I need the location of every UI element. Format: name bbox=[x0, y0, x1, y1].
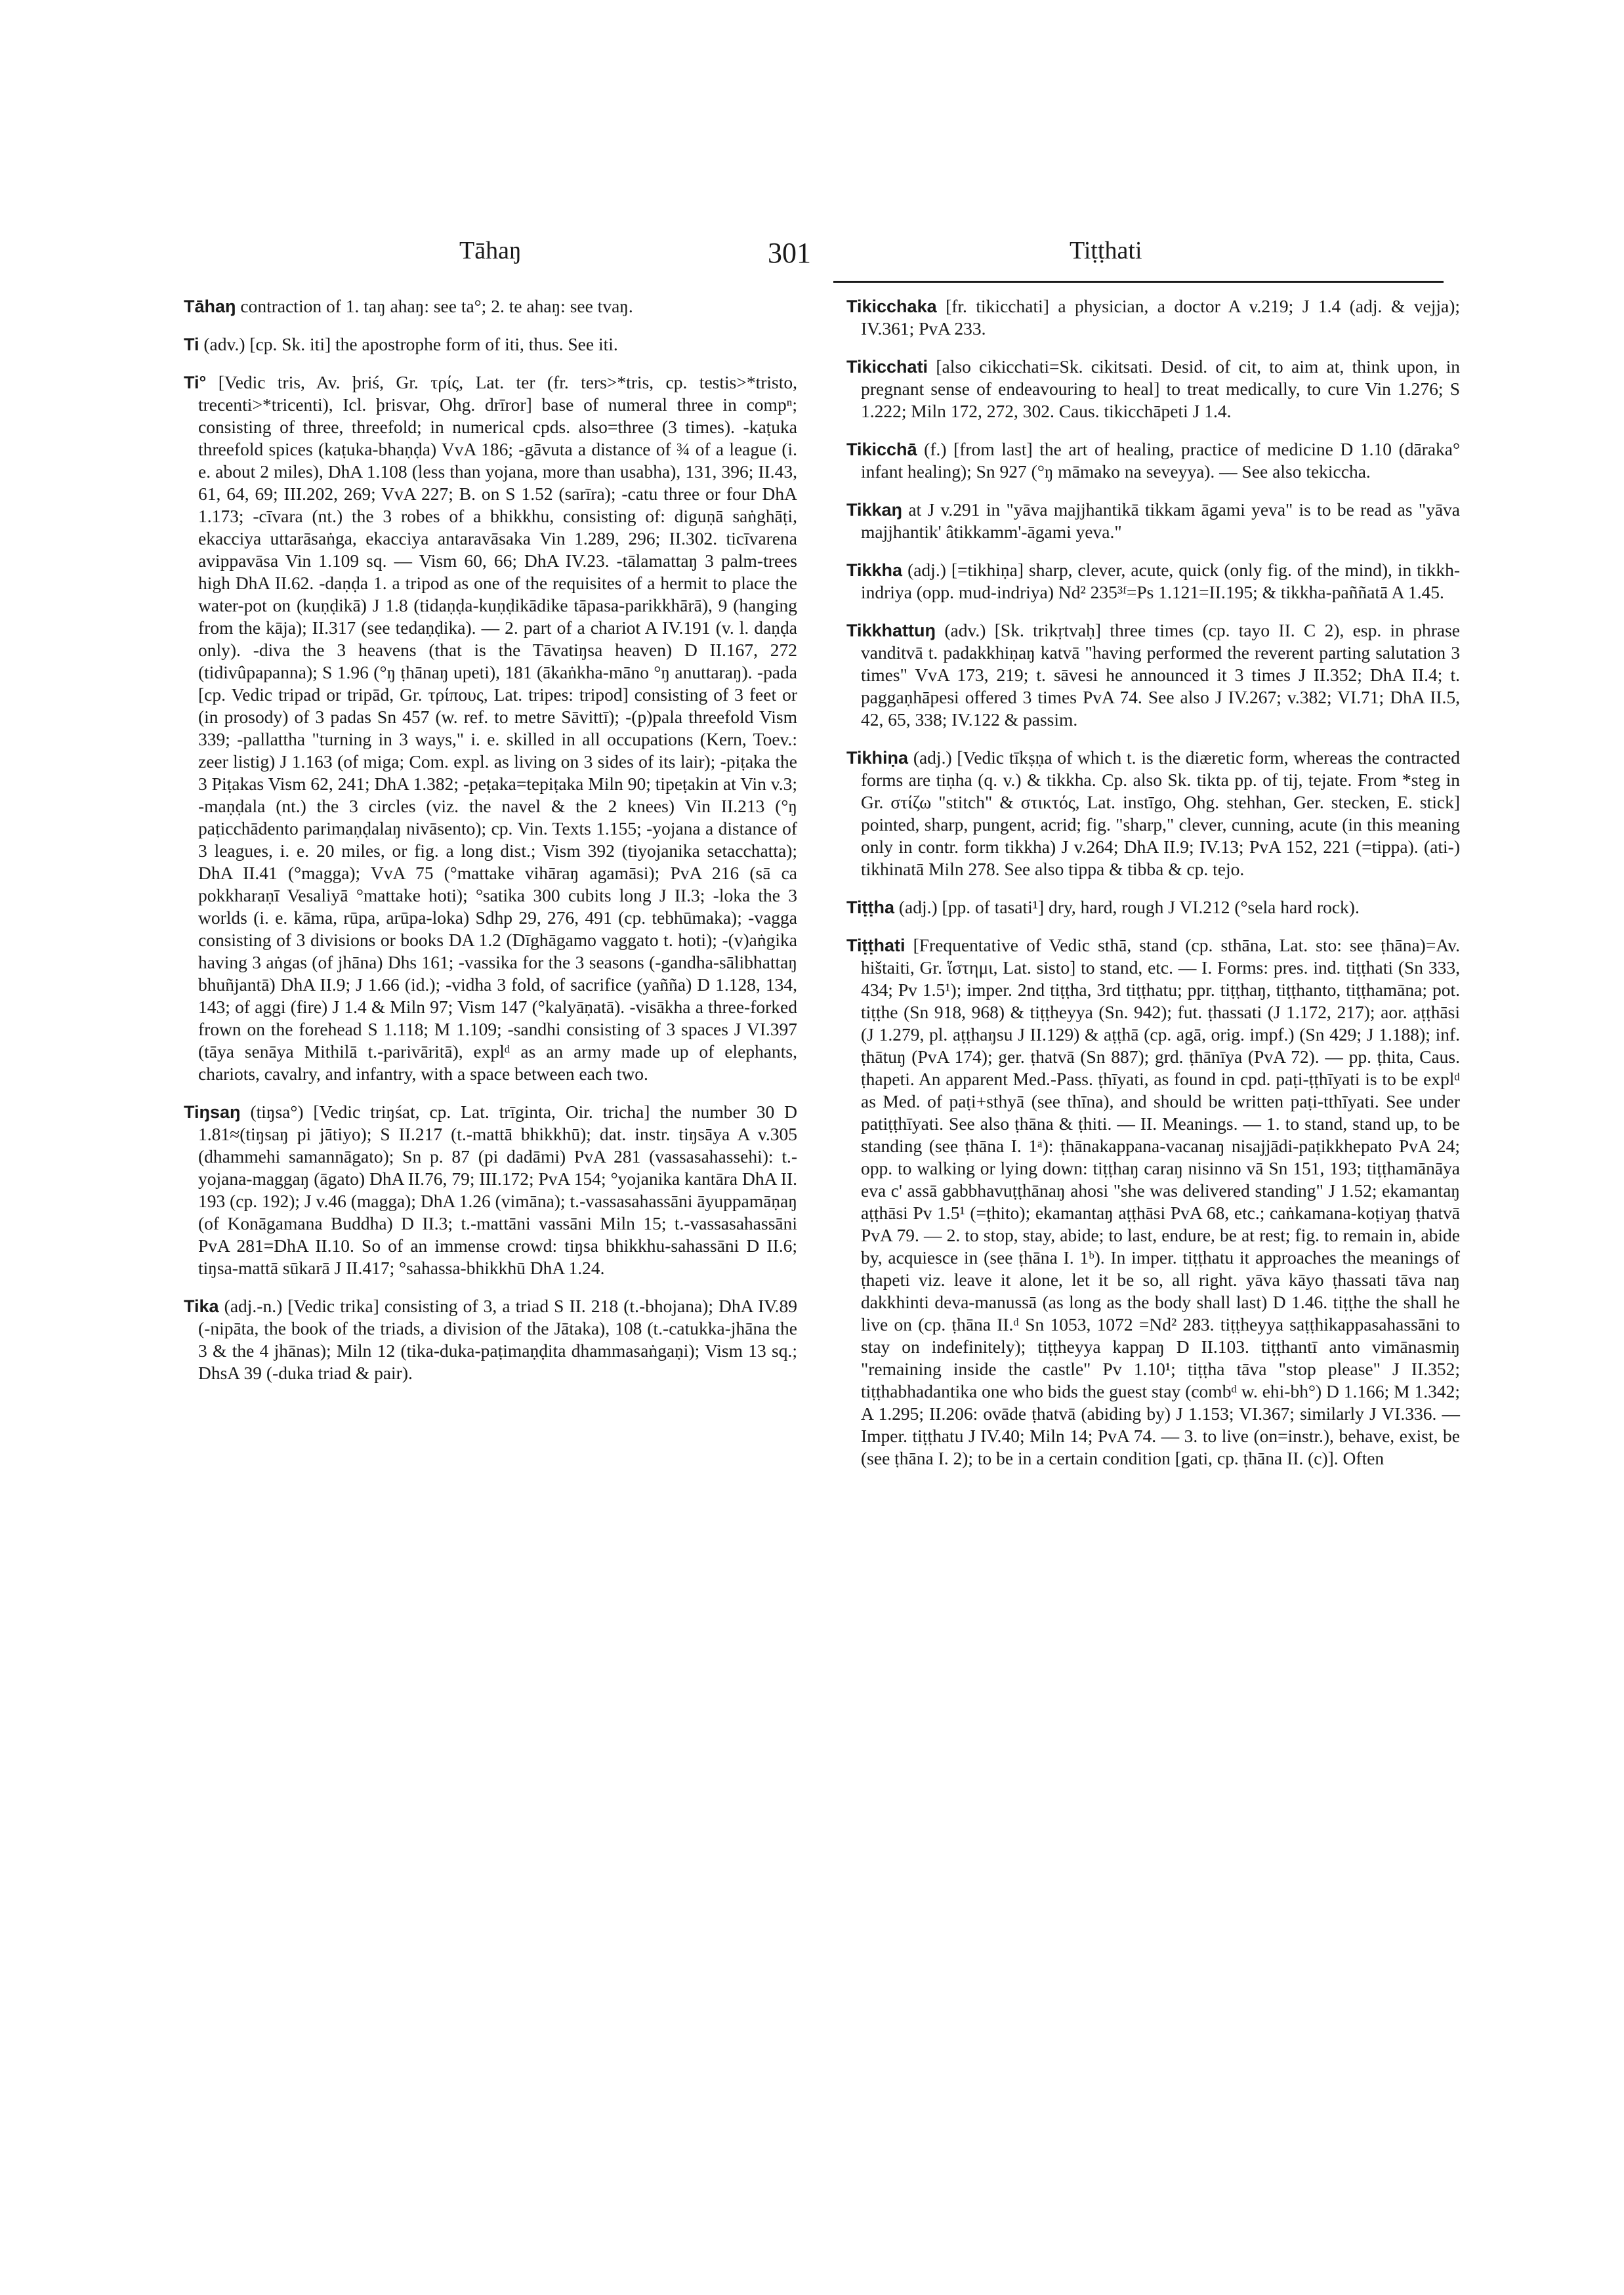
entry-headword: Tika bbox=[184, 1296, 219, 1316]
dictionary-entry bbox=[846, 438, 1460, 483]
entry-headword: Tikicchaka bbox=[846, 297, 937, 316]
dictionary-entry bbox=[846, 747, 1460, 880]
page-number: 301 bbox=[768, 237, 811, 269]
entry-headword: Ti° bbox=[184, 373, 207, 392]
dictionary-entry bbox=[846, 896, 1460, 919]
entry-body: (adj.-n.) [Vedic trika] consisting of 3, a triad S II. 218 (t.-bhojana); DhA IV.89 (-nipāta, the book of the triads, a division of the Jātaka), 108 (t.-catukka-jhāna the 3 & the 4 jhānas); Miln 12 (tika-duka-paṭimaṇḍita dhammasaṅgaṇi); Vism 13 sq.; DhsA 39 (-duka triad & pair). bbox=[198, 1296, 797, 1383]
dictionary-entry bbox=[846, 619, 1460, 731]
entry-body: (adv.) [cp. Sk. iti] the apostrophe form of iti, thus. See iti. bbox=[203, 334, 618, 354]
entry-body: (tiŋsa°) [Vedic triŋśat, cp. Lat. trīginta, Oir. tricha] the number 30 D 1.81≈(tiŋsaŋ pi jātiyo); S II.217 (t.-mattā bhikkhū); dat. instr. tiŋsāya A v.305 (dhammehi samannāgato); Sn p. 87 (pi dadāmi) PvA 281 (vassasahassehi): t.-yojana-maggaŋ (āgato) DhA II.76, 79; III.172; PvA 154; °yojanika kantāra DhA II. 193 (cp. 192); J v.46 (magga); DhA 1.26 (vimāna); t.-vassasahassāni āyuppamāṇaŋ (of Konāgamana Buddha) D II.3; t.-mattāni vassāni Miln 15; t.-vassasahassāni PvA 281=DhA II.10. So of an immense crowd: tiŋsa bhikkhu-sahassāni D II.6; tiŋsa-mattā sūkarā J II.417; °sahassa-bhikkhū DhA 1.24. bbox=[198, 1102, 797, 1278]
entry-headword: Tikkhattuŋ bbox=[846, 621, 936, 640]
dictionary-entry bbox=[846, 499, 1460, 543]
entry-body: at J v.291 in "yāva majjhantikā tikkam āgami yeva" is to be read as "yāva majjhantik' âtikkamm'-āgami yeva." bbox=[861, 499, 1460, 542]
right-column bbox=[846, 295, 1460, 2211]
running-headword-right: Tiṭṭhati bbox=[1070, 237, 1142, 264]
dictionary-entry bbox=[184, 371, 797, 1085]
entry-body: (adj.) [pp. of tasati¹] dry, hard, rough J VI.212 (°sela hard rock). bbox=[898, 897, 1360, 917]
entry-headword: Tiŋsaŋ bbox=[184, 1102, 241, 1122]
entry-body: (f.) [from last] the art of healing, practice of medicine D 1.10 (dāraka° infant healing); Sn 927 (°ŋ māmako na seveyya). — See also tekiccha. bbox=[861, 439, 1460, 482]
dictionary-entry bbox=[184, 333, 797, 356]
entry-headword: Tiṭṭhati bbox=[846, 936, 906, 955]
entry-headword: Tikhiṇa bbox=[846, 748, 909, 768]
dictionary-entry bbox=[184, 1295, 797, 1384]
entry-headword: Tiṭṭha bbox=[846, 898, 894, 917]
entry-body: [also cikicchati=Sk. cikitsati. Desid. of cit, to aim at, think upon, in pregnant sense of endeavouring to heal] to treat medically, to cure Vin 1.276; S 1.222; Miln 172, 272, 302. Caus. tikicchāpeti J 1.4. bbox=[861, 356, 1461, 421]
entry-body: [Vedic tris, Av. þriś, Gr. τρίς, Lat. ter (fr. ters>*tris, cp. testis>*tristo, trecenti>*tricenti), Icl. þrisvar, Ohg. drīror] base of numeral three in compⁿ; consisting of three, threefold; in numerical cpds. also=three (3 times). -kaṭuka threefold spices (kaṭuka-bhaṇḍa) VvA 186; -gāvuta a distance of ¾ of a league (i. e. about 2 miles), DhA 1.108 (less than yojana, more than usabha), 131, 396; II.43, 61, 64, 69; III.202, 269; VvA 227; B. on S 1.52 (sarīra); -catu three or four DhA 1.173; -cīvara (nt.) the 3 robes of a bhikkhu, consisting of: diguṇā saṅghāṭi, ekacciya uttarāsaṅga, ekacciya antaravāsaka Vin 1.289, 296; II.302. ticīvarena avippavāsa Vin 1.109 sq. — Vism 60, 66; DhA IV.23. -tālamattaŋ 3 palm-trees high DhA II.62. -daṇḍa 1. a tripod as one of the requisites of a hermit to place the water-pot on (kuṇḍikā) J 1.8 (tidaṇḍa-kuṇḍikādike tāpasa-parikkhārā), 9 (hanging from the kāja); II.317 (see tedaṇḍika). — 2. part of a chariot A IV.191 (v. l. daṇḍa only). -diva the 3 heavens (that is the Tāvatiŋsa heaven) D II.167, 272 (tidivûpapanna); S 1.96 (°ŋ ṭhānaŋ upeti), 181 (ākaṅkha-māno °ŋ anuttaraŋ). -pada [cp. Vedic tripad or tripād, Gr. τρίπους, Lat. tripes: tripod] consisting of 3 feet or (in prosody) of 3 padas Sn 457 (w. ref. to metre Sāvittī); -(p)pala threefold Vism 339; -pallattha "turning in 3 ways," i. e. skilled in all occupations (Kern, Toev.: zeer listig) J 1.163 (of miga; Com. expl. as living on 3 sides of its lair); -piṭaka the 3 Piṭakas Vism 62, 241; DhA 1.382; -peṭaka=tepiṭaka Miln 90; tipeṭakin at Vin v.3; -maṇḍala (nt.) the 3 circles (viz. the navel & the 2 knees) Vin II.213 (°ŋ paṭicchādento parimaṇḍalaŋ nivāsento); cp. Vin. Texts 1.155; -yojana a distance of 3 leagues, i. e. 20 miles, or fig. a long dist.; Vism 392 (tiyojanika setacchatta); DhA II.41 (°magga); VvA 75 (°mattake vihāraŋ agamāsi); PvA 216 (sā ca pokkharaṇī Vesaliyā °mattake hoti); °satika 300 cubits long J II.3; -loka the 3 worlds (i. e. kāma, rūpa, arūpa-loka) Sdhp 29, 276, 491 (cp. tebhūmaka); -vagga consisting of 3 divisions or books DA 1.2 (Dīghāgamo vaggato t. hoti); -(v)aṅgika having 3 aṅgas (of jhāna) Dhs 161; -vassika for the 3 seasons (-gandha-sālibhattaŋ bhuñjantā) DhA II.9; J 1.66 (id.); -vidha 3 fold, of sacrifice (yañña) D 1.128, 134, 143; of aggi (fire) J 1.4 & Miln 97; Vism 147 (°kalyāṇatā). -visākha a three-forked frown on the forehead S 1.118; M 1.109; -sandhi consisting of 3 spaces J VI.397 (tāya senāya Mithilā t.-parivāritā), explᵈ as an army made up of elephants, chariots, cavalry, and infantry, with a space between each two. bbox=[198, 372, 798, 1084]
left-column bbox=[184, 295, 797, 2185]
dictionary-entry bbox=[184, 1101, 797, 1279]
dictionary-entry bbox=[846, 356, 1460, 423]
entry-body: (adj.) [=tikhiṇa] sharp, clever, acute, quick (only fig. of the mind), in tikkh-indriya (opp. mud-indriya) Nd² 235³ᶠ=Ps 1.121=II.195; & tikkha-paññatā A 1.45. bbox=[861, 560, 1460, 602]
dictionary-entry bbox=[846, 559, 1460, 604]
entry-body: (adv.) [Sk. trikṛtvaḥ] three times (cp. tayo II. C 2), esp. in phrase vanditvā t. padakkhiṇaŋ katvā "having performed the reverent parting salutation 3 times" VvA 173, 219; t. sāvesi he announced it 3 times J II.352; DhA II.4; t. paggaṇhāpesi offered 3 times PvA 74. See also J IV.267; v.382; VI.71; DhA II.5, 42, 65, 338; IV.122 & passim. bbox=[861, 620, 1460, 730]
dictionary-entry bbox=[184, 295, 797, 318]
entry-headword: Tikkha bbox=[846, 560, 903, 580]
dictionary-entry bbox=[846, 295, 1460, 340]
running-headword-left: Tāhaŋ bbox=[459, 237, 522, 264]
dictionary-entry bbox=[846, 934, 1460, 1470]
header-rule bbox=[833, 281, 1444, 283]
entry-headword: Ti bbox=[184, 335, 199, 354]
entry-headword: Tikicchati bbox=[846, 357, 928, 377]
entry-body: contraction of 1. taŋ ahaŋ: see ta°; 2. te ahaŋ: see tvaŋ. bbox=[240, 296, 633, 316]
entry-headword: Tikicchā bbox=[846, 440, 917, 459]
entry-headword: Tāhaŋ bbox=[184, 297, 236, 316]
entry-body: (adj.) [Vedic tīkṣṇa of which t. is the diæretic form, whereas the contracted forms are tiṇha (q. v.) & tikkha. Cp. also Sk. tikta pp. of tij, tejate. From *steg in Gr. στίζω "stitch" & στικτός, Lat. instīgo, Ohg. stehhan, Ger. stecken, E. stick] pointed, sharp, pungent, acrid; fig. "sharp," clever, cunning, acute (in this meaning only in contr. form tikkha) J v.264; DhA II.9; IV.13; PvA 152, 221 (=tippa). (ati-) tikhinatā Miln 278. See also tippa & tibba & cp. tejo. bbox=[861, 747, 1461, 879]
entry-body: [fr. tikicchati] a physician, a doctor A v.219; J 1.4 (adj. & vejja); IV.361; PvA 233. bbox=[861, 296, 1460, 339]
running-header bbox=[197, 236, 1444, 276]
entry-headword: Tikkaŋ bbox=[846, 500, 903, 520]
entry-body: [Frequentative of Vedic sthā, stand (cp. sthāna, Lat. sto: see ṭhāna)=Av. hištaiti, Gr. ἵστημι, Lat. sisto] to stand, etc. — I. Forms: pres. ind. tiṭṭhati (Sn 333, 434; Pv 1.5¹); imper. 2nd tiṭṭha, 3rd tiṭṭhatu; ppr. tiṭṭhaŋ, tiṭṭhanto, tiṭṭhamāna; pot. tiṭṭhe (Sn 918, 968) & tiṭṭheyya (Sn. 942); fut. ṭhassati (J 1.172, 217); aor. aṭṭhāsi (J 1.279, pl. aṭṭhaŋsu J II.129) & aṭṭhā (cp. agā, orig. impf.) (Sn 429; J 1.188); inf. ṭhātuŋ (PvA 174); ger. ṭhatvā (Sn 887); grd. ṭhānīya (PvA 72). — pp. ṭhita, Caus. ṭhapeti. An apparent Med.-Pass. ṭhīyati, as found in cpd. paṭi-ṭṭhīyati is to be explᵈ as Med. of paṭi+sthyā (see thīna), and should be written paṭi-tthīyati. See under patiṭṭhīyati. See also ṭhāna & ṭhiti. — II. Meanings. — 1. to stand, stand up, to be standing (see ṭhāna I. 1ᵃ): ṭhānakappana-vacanaŋ nisajjādi-paṭikkhepato PvA 24; opp. to walking or lying down: tiṭṭhaŋ caraŋ nisinno vā Sn 151, 193; tiṭṭhamānāya eva c' assā gabbhavuṭṭhānaŋ ahosi "she was delivered standing" J 1.52; ekamantaŋ aṭṭhāsi Pv 1.5¹ (=ṭhito); ekamantaŋ aṭṭhāsi PvA 68, etc.; caṅkamana-koṭiyaŋ ṭhatvā PvA 79. — 2. to stop, stay, abide; to last, endure, be at rest; fig. to remain in, abide by, acquiesce in (see ṭhāna I. 1ᵇ). In imper. tiṭṭhatu it approaches the meanings of ṭhapeti viz. leave it alone, let it be so, all right. yāva kāyo ṭhassati tāva naŋ dakkhinti deva-manussā (as long as the body shall last) D 1.46. tiṭṭhe the shall he live on (cp. ṭhāna II.ᵈ Sn 1053, 1072 =Nd² 283. tiṭṭheyya saṭṭhikappasahassāni to stay on indefinitely); tiṭṭheyya kappaŋ D II.103. tiṭṭhantī anto vimānasmiŋ "remaining inside the castle" Pv 1.10¹; tiṭṭha tāva "stop please" J II.352; tiṭṭhabhadantika one who bids the guest stay (combᵈ w. ehi-bh°) D 1.166; M 1.342; A 1.295; II.206: ovāde ṭhatvā (abiding by) J 1.153; VI.367; similarly J VI.336. — Imper. tiṭṭhatu J IV.40; Miln 14; PvA 74. — 3. to live (on=instr.), behave, exist, be (see ṭhāna I. 2); to be in a certain condition [gati, cp. ṭhāna II. (c)]. Often bbox=[861, 935, 1461, 1468]
